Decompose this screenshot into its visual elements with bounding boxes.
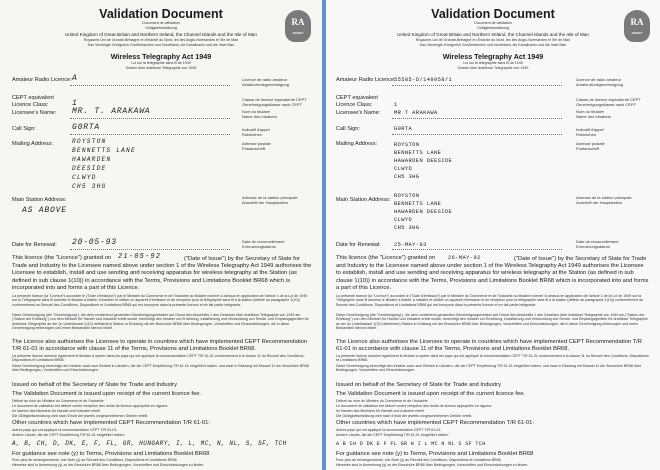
cept-authorisation: The Licence also authorises the Licensee to operate in countries which have implemented CEPT Recommendation T/R 61-01 in accordance with clause 11 of the Terms, Provisions and Limitations Booklet BR68. xyxy=(12,339,308,353)
licence-grant-fr: La présente licence (la "Licence") accordée le ("Date d'émission") par le Ministre du Commerce et de l'Industrie au titulaire nommé ci-dessus en application de l'article 1 de la Loi de 1949 sur la Télégraphie sans fil autorise le titulaire à établir, à installer et utiliser un appareil d'émission et de réception pour la télégraphie sans fil à la station (définie au paragraphe 1(10)) conformément au Recueil des Conditions, Dispositions et Limitations BR68 qui est incorporé dans la présente licence et en fait partie intégrante. xyxy=(336,294,644,307)
other-countries-label: Other countries which have implemented CEPT Recommendation T/R 61-01: xyxy=(12,420,210,426)
cept-equivalent-label: CEPT equivalent xyxy=(336,95,378,101)
issued-de: Im Namen des Ministers für Handel und Industrie erteilt xyxy=(12,409,100,413)
licensee-name-de: Name des Inhabers xyxy=(576,114,611,119)
mailing-line: ROYSTON xyxy=(72,138,107,145)
amateur-licence-value: 55585-D/149958/1 xyxy=(394,77,453,83)
amateur-licence-fr: Licence de radio amateur xyxy=(242,77,288,82)
subtitle-fr: Document de validation xyxy=(142,21,180,25)
licensee-name-de: Name des Inhabers xyxy=(242,114,277,119)
main-station-de: Anschrift der Hauptstation xyxy=(576,200,623,205)
renewal-de: Erneuerungsdatum xyxy=(242,244,277,249)
other-countries-de: Andere Länder, die die CEPT Empfehlung T/R 61-01 eingeführt haben: xyxy=(12,433,125,437)
validation-fr: Le document de validation est délivré contre réception des droits de licence appropriés en vigueur. xyxy=(336,404,493,408)
licence-grant-text: ("Date of Issue") by the Secretary of State for Trade and Industry to the Licensee named above under section 1 of the Wireless Telegraphy Act 1949 authorises the Licensee to establish, install and use sending and receiving apparatus for wireless telegraphy at the Station (as defined in sub clause 1(10)) in accordance with the Terms, Provisions and Limitations Booklet BR68 which is incorporated into and forms a part of this Licence. xyxy=(12,256,312,291)
subtitle-fr: Document de validation xyxy=(474,21,512,25)
call-sign-de: Rufzeichen xyxy=(242,132,263,137)
renewal-label: Date for Renewal: xyxy=(12,242,57,248)
act-title: Wireless Telegraphy Act 1949 xyxy=(442,52,544,61)
kingdom-fr: Royaume-Uni de Grande-Bretagne et d'Irlande du Nord, les îles Anglo-Normandes et l'Ile de Man xyxy=(415,38,571,42)
call-sign-fr: Indicatif d'appel xyxy=(576,127,604,132)
main-station-fr: Adresse de la station principale xyxy=(576,195,632,200)
mailing-line: CH5 3HG xyxy=(72,183,107,190)
radiocommunications-agency-logo: RA AGENCY xyxy=(285,10,311,42)
cept-authorisation-fr: La présente licence autorise également le titulaire à opérer dans les pays qui ont appliqué la recommandation CEPT T/R 61-01 conformément à la clause 11 du Recueil des Conditions, Dispositions et Limitations BR68. xyxy=(12,354,305,363)
mailing-address-fr: Adresse postale xyxy=(576,141,605,146)
call-sign-value: G0RTA xyxy=(394,126,413,132)
licence-class-de: Genehmigungsklasse nach CEPT xyxy=(576,102,637,107)
guidance-de: Hinweise sind in Anmerkung (y) zu der Broschüre BR68 über Bedingungen, Vorschriften und Einschränkungen zu finden. xyxy=(12,463,205,467)
licence-class-label: Licence Class: xyxy=(12,102,49,108)
main-station-line: HAWARDEN DEESIDE xyxy=(394,209,453,215)
subtitle-de: Gültigkeitserklärung xyxy=(477,26,509,30)
validation-statement: The Validation Document is issued upon receipt of the current licence fee. xyxy=(336,391,526,397)
licence-grant-fr: La présente licence (la "Licence") accordée le ("Date d'émission") par le Ministre du Commerce et de l'Industrie au titulaire nommé ci-dessus en application de l'article 1 de la Loi de 1949 sur la Télégraphie sans fil autorise le titulaire à établir, à installer et utiliser un appareil d'émission et de réception pour la télégraphie sans fil à la station (définie au paragraphe 1(10)) conformément au Recueil des Conditions, Dispositions et Limitations BR68 qui est incorporé dans la présente licence et en fait partie intégrante. xyxy=(12,294,308,307)
cept-equivalent-label: CEPT equivalent xyxy=(12,95,54,101)
licensee-name-label: Licensee's Name: xyxy=(336,110,381,116)
main-station-label: Main Station Address: xyxy=(12,197,67,203)
call-sign-value: G0RTA xyxy=(72,123,101,132)
kingdom-en: United Kingdom of Great Britain and Northern Ireland, the Channel Islands and the Isle of Man xyxy=(397,32,589,37)
kingdom-de: Das Vereinigte Königreich Großbritannien und Nordirland, die Kanalinseln und die Insel Man xyxy=(87,43,235,47)
mailing-address-label: Mailing Address: xyxy=(12,141,54,147)
licensee-name-fr: Nom du titulaire xyxy=(576,109,605,114)
mailing-address-de: Postanschrift xyxy=(242,146,266,151)
act-de: Gesetz über drahtlose Telegraphie von 1949 xyxy=(125,66,197,70)
issued-statement: Issued on behalf of the Secretary of State for Trade and Industry xyxy=(336,382,501,388)
licensee-name-label: Licensee's Name: xyxy=(12,110,57,116)
licence-grant-de: Diese Genehmigung (die "Genehmigung"), die dem vorstehend genannten Genehmigungsinhaber auf Grund des Abschnitts 1 des Gesetzes über drahtlose Telegraphie von 1949 am ("Datum der Erteilung") von dem Minister für Handel und Industrie erteilt wurde, berechtigt den Inhaber zur Errichtung, Installierung und Verwendung von Sende- und Empfangsgeräten für drahtlose Telegraphie an der (in Unterklausel 1(10) definierten) Station in Einklang mit der Broschüre BR68 über Bedingungen, Vorschriften und Einschränkungen, die in diese Genehmigung einbezogen und einen Bestandteil hiervon bildet. xyxy=(12,313,309,331)
document-title: Validation Document xyxy=(431,7,555,21)
kingdom-en: United Kingdom of Great Britain and Northern Ireland, the Channel Islands and the Isle of Man xyxy=(65,32,257,37)
amateur-licence-de: Amateurfunkgenehmigung xyxy=(242,82,289,87)
renewal-de: Erneuerungsdatum xyxy=(576,244,611,249)
validation-statement: The Validation Document is issued upon receipt of the current licence fee. xyxy=(12,391,202,397)
guidance-note: For guidance see note (y) to Terms, Provisions and Limitations Booklet BR68 xyxy=(336,451,534,457)
licence-class-value: 1 xyxy=(394,102,398,108)
licence-grant-de: Diese Genehmigung (die "Genehmigung"), die dem vorstehend genannten Genehmigungsinhaber auf Grund des Abschnitts 1 des Gesetzes über drahtlose Telegraphie von 1949 am ("Datum der Erteilung") von dem Minister für Handel und Industrie erteilt wurde, berechtigt den Inhaber zur Errichtung, Installierung und Verwendung von Sende- und Empfangsgeräten für drahtlose Telegraphie an der (in Unterklausel 1(10) definierten) Station in Einklang mit der Broschüre BR68 über Bedingungen, Vorschriften und Einschränkungen, die in diese Genehmigung einbezogen und einen Bestandteil hiervon bildet. xyxy=(336,313,648,331)
act-fr: Loi sur la télégraphie sans fil de 1949 xyxy=(463,61,523,65)
licence-class-fr: Classe de licence équivalente CEPT xyxy=(242,97,307,102)
licence-grant-intro: This licence (the "Licence") granted on xyxy=(12,255,112,261)
main-station-de: Anschrift der Hauptstation xyxy=(242,200,289,205)
guidance-fr: Pour plus de renseignements, voir Note (y) au Recueil des Conditions, Dispositions et Limitations BR68 xyxy=(336,458,501,462)
issued-statement: Issued on behalf of the Secretary of State for Trade and Industry xyxy=(12,382,177,388)
countries-list: A, B, CH, D, DK, E, F, FL, GR, HUNGARY, I, L, MC, N, NL, S, SF, TCH xyxy=(12,440,287,447)
validation-document-left xyxy=(0,0,322,470)
licensee-name-value: MR T ARAKAWA xyxy=(394,110,438,116)
issued-fr: Délivré au nom du Ministre du Commerce et de l'Industrie xyxy=(336,399,428,403)
licence-class-label: Licence Class: xyxy=(336,102,373,108)
validation-de: Die Gültigkeitserklärung wird nach Erhalt der jeweils vorgeschriebenen Gebühr erteilt. xyxy=(12,414,149,418)
mailing-address-fr: Adresse postale xyxy=(242,141,271,146)
licence-grant-text: ("Date of Issue") by the Secretary of State for Trade and Industry to the Licensee named above under section 1 of the Wireless Telegraphy Act 1949 authorises the Licensee to establish, install and use sending and receiving apparatus for wireless telegraphy at the Station (as defined in sub clause 1(10)) in accordance with the Terms, Provisions and Limitations Booklet BR68 which is incorporated into and forms a part of this Licence. xyxy=(336,256,649,291)
granted-date: 26-MAY-92 xyxy=(448,255,481,261)
other-countries-label: Other countries which have implemented CEPT Recommendation T/R 61-01: xyxy=(336,420,534,426)
act-fr: Loi sur la télégraphie sans fil de 1949 xyxy=(131,61,191,65)
document-title: Validation Document xyxy=(99,7,223,21)
main-station-line: BENNETTS LANE xyxy=(394,201,442,207)
validation-de: Die Gültigkeitserklärung wird nach Erhalt der jeweils vorgeschriebenen Gebühr erteilt. xyxy=(336,414,473,418)
mailing-line: HAWARDEN DEESIDE xyxy=(394,158,453,164)
renewal-value: 20-05-93 xyxy=(72,238,117,247)
cept-authorisation-fr: La présente licence autorise également le titulaire à opérer dans les pays qui ont appliqué la recommandation CEPT T/R 61-01 conformément à la clause 11 du Recueil des Conditions, Dispositions et Limitations BR68. xyxy=(336,354,649,363)
renewal-value: 25-MAY-93 xyxy=(394,242,427,248)
subtitle-de: Gültigkeitserklärung xyxy=(145,26,177,30)
validation-document-right xyxy=(326,0,660,470)
main-station-value: AS ABOVE xyxy=(22,206,67,215)
licensee-name-fr: Nom du titulaire xyxy=(242,109,271,114)
cept-authorisation-de: Diese Genehmigung berechtigt den Inhaber auch zum Betrieb in Ländern, die die CEPT Empfehlung T/R 61-01 eingeführt haben, und zwar in Einklang mit Klausel 11 der Broschüre BR68 über Bedingungen, Vorschriften und Einschränkungen. xyxy=(12,364,309,373)
mailing-line: CH5 3HG xyxy=(394,174,420,180)
mailing-line: HAWARDEN xyxy=(72,156,112,163)
mailing-address-de: Postanschrift xyxy=(576,146,600,151)
licence-class-de: Genehmigungsklasse nach CEPT xyxy=(242,102,303,107)
radiocommunications-agency-logo: RA AGENCY xyxy=(624,10,650,42)
issued-fr: Délivré au nom du Ministre du Commerce et de l'Industrie xyxy=(12,399,104,403)
amateur-licence-value: A xyxy=(72,74,78,83)
licence-grant-intro: This licence (the "Licence") granted on xyxy=(336,255,436,261)
act-de: Gesetz über drahtlose Telegraphie von 1949 xyxy=(457,66,529,70)
call-sign-fr: Indicatif d'appel xyxy=(242,127,270,132)
renewal-label: Date for Renewal: xyxy=(336,242,381,248)
other-countries-fr: Autres pays qui ont appliqué la recommandation CEPT T/R 61-01: xyxy=(336,428,442,432)
call-sign-de: Rufzeichen xyxy=(576,132,597,137)
kingdom-fr: Royaume-Uni de Grande-Bretagne et d'Irlande du Nord, les îles Anglo-Normandes et l'Ile de Man xyxy=(83,38,239,42)
amateur-licence-label: Amateur Radio Licence: xyxy=(336,77,396,83)
amateur-licence-de: Amateurfunkgenehmigung xyxy=(576,82,623,87)
other-countries-fr: Autres pays qui ont appliqué la recommandation CEPT T/R 61-01: xyxy=(12,428,118,432)
mailing-line: BENNETTS LANE xyxy=(72,147,136,154)
mailing-address-label: Mailing Address: xyxy=(336,141,378,147)
call-sign-label: Call Sign: xyxy=(12,126,36,132)
granted-date: 21-05-92 xyxy=(118,253,162,261)
guidance-de: Hinweise sind in Anmerkung (y) zu der Broschüre BR68 über Bedingungen, Vorschriften und Einschränkungen zu finden. xyxy=(336,463,529,467)
renewal-fr: Date de renouvellement xyxy=(242,239,285,244)
main-station-line: CH5 3HG xyxy=(394,225,420,231)
amateur-licence-fr: Licence de radio amateur xyxy=(576,77,622,82)
issued-de: Im Namen des Ministers für Handel und Industrie erteilt xyxy=(336,409,424,413)
main-station-line: CLWYD xyxy=(394,217,413,223)
cept-authorisation-de: Diese Genehmigung berechtigt den Inhaber auch zum Betrieb in Ländern, die die CEPT Empfehlung T/R 61-01 eingeführt haben, und zwar in Einklang mit Klausel 11 der Broschüre BR68 über Bedingungen, Vorschriften und Einschränkungen. xyxy=(336,364,642,373)
mailing-line: ROYSTON xyxy=(394,142,420,148)
guidance-fr: Pour plus de renseignements, voir Note (y) au Recueil des Conditions, Dispositions et Limitations BR68 xyxy=(12,458,177,462)
kingdom-de: Das Vereinigte Königreich Großbritannien und Nordirland, die Kanalinseln und die Insel Man xyxy=(419,43,567,47)
mailing-line: BENNETTS LANE xyxy=(394,150,442,156)
guidance-note: For guidance see note (y) to Terms, Provisions and Limitations Booklet BR68 xyxy=(12,451,210,457)
mailing-line: CLWYD xyxy=(394,166,413,172)
mailing-line: CLWYD xyxy=(72,174,97,181)
main-station-line: ROYSTON xyxy=(394,193,420,199)
licensee-name-value: MR. T. ARAKAWA xyxy=(72,107,151,116)
cept-authorisation: The Licence also authorises the Licensee to operate in countries which have implemented CEPT Recommendation T/R 61-01 in accordance with clause 11 of the Terms, Provisions and Limitations Booklet BR68. xyxy=(336,339,642,353)
call-sign-label: Call Sign: xyxy=(336,126,360,132)
licence-class-fr: Classe de licence équivalente CEPT xyxy=(576,97,641,102)
renewal-fr: Date de renouvellement xyxy=(576,239,619,244)
act-title: Wireless Telegraphy Act 1949 xyxy=(110,52,212,61)
countries-list: A B CH D DK E F FL GR H I L MC N NL S SF TCH xyxy=(336,441,486,447)
licence-class-value: 1 xyxy=(72,99,78,108)
main-station-fr: Adresse de la station principale xyxy=(242,195,298,200)
other-countries-de: Andere Länder, die die CEPT Empfehlung T/R 61-01 eingeführt haben: xyxy=(336,433,449,437)
main-station-label: Main Station Address: xyxy=(336,197,391,203)
amateur-licence-label: Amateur Radio Licence: xyxy=(12,77,72,83)
mailing-line: DEESIDE xyxy=(72,165,107,172)
validation-fr: Le document de validation est délivré contre réception des droits de licence appropriés en vigueur. xyxy=(12,404,169,408)
